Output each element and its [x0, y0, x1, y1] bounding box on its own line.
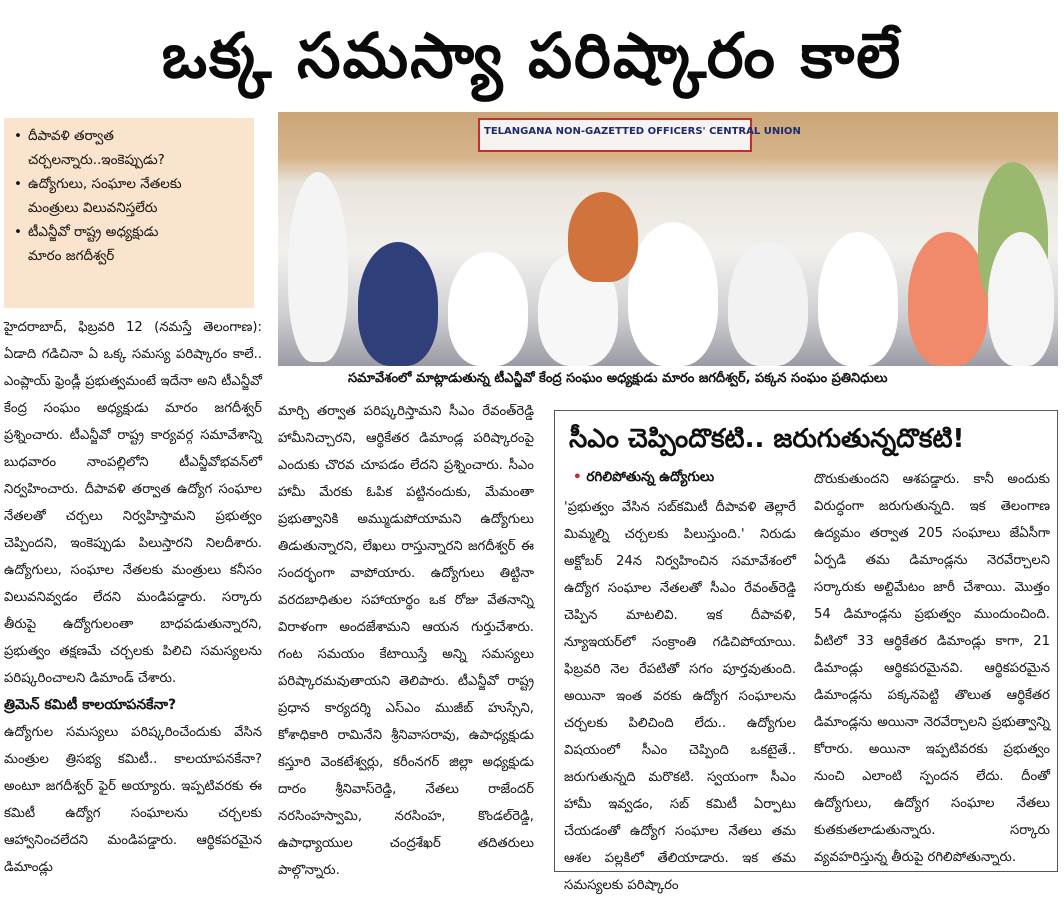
article-column-1 — [4, 314, 262, 881]
subheading: త్రిమెన్ కమిటీ కాలయాపనకేనా? — [4, 697, 177, 713]
union-banner — [478, 118, 801, 152]
person — [288, 172, 348, 362]
person — [448, 252, 528, 366]
bullet-icon: • — [14, 224, 22, 240]
highlight-line: మారం జగదీశ్వర్ — [28, 248, 115, 264]
highlight-item — [14, 220, 244, 268]
bullet-icon: • — [573, 469, 582, 485]
article-column-2 — [278, 398, 534, 884]
photo-caption: సమావేశంలో మాట్లాడుతున్న టీఎన్జీవో కేంద్ర సంఘం అధ్యక్షుడు మారం జగదీశ్వర్, పక్కన సంఘం ప్రతినిధులు — [348, 371, 888, 386]
highlights-box — [4, 118, 254, 308]
person — [728, 242, 808, 366]
headline: ఒక్క సమస్యా పరిష్కారం కాలే — [161, 19, 903, 92]
paragraph: మార్చి తర్వాత పరిష్కరిస్తామని సీఎం రేవంత్‌రెడ్డి హామీనిచ్చారని, ఆర్థికేతర డిమాండ్ల పరిష్కారంపై ఎందుకు చొరవ చూపడం లేదని ప్రశ్నించారు. సీఎం హామీ మేరకు ఓపిక పట్టినందుకు, మేమంతా ప్రభుత్వానికి అమ్ముడుపోయామని ఉద్యోగులు తిడుతున్నారని, లేఖలు రాస్తున్నారని జగదీశ్వర్ ఈ సందర్భంగా వాపోయారు. ఉద్యోగులు తిట్టినా వరదబాధితుల సహాయార్థం ఒక రోజు వేతనాన్ని విరాళంగా అందజేశామని ఆయన గుర్తుచేశారు. గంట సమయం కేటాయిస్తే అన్ని సమస్యలు పరిష్కారమవుతాయని తెలిపారు. టీఎన్జీవో రాష్ట్ర ప్రధాన కార్యదర్శి ఎస్ఎం ముజీబ్ హుస్సేని, కోశాధికారి రామినేని శ్రీనివాసరావు, ఉపాధ్యక్షుడు కస్తూరి వెంకటేశ్వర్లు, కరీంనగర్ జిల్లా అధ్యక్షుడు దారం శ్రీనివాస్‌రెడ్డి, నేతలు రాజేందర్ నరసింహస్వామి, నరసింహ, కొండల్‌రెడ్డి, ఉపాధ్యాయుల చంద్రశేఖర్ తదితరులు పాల్గొన్నారు. — [278, 404, 534, 878]
person — [358, 242, 438, 366]
sidebar-column-2 — [814, 466, 1050, 871]
person — [628, 222, 718, 366]
highlight-line: మంత్రులు విలువనిస్తలేరు — [28, 200, 158, 216]
highlight-line: దీపావళి తర్వాత — [28, 128, 114, 144]
highlight-item — [14, 124, 244, 172]
bullet-icon: • — [14, 176, 22, 192]
highlight-line: చర్చలన్నారు..ఇంకెప్పుడు? — [28, 152, 165, 168]
sidebar-column-1 — [564, 494, 796, 899]
banner-text: TELANGANA NON-GAZETTED OFFICERS' CENTRAL UNION — [484, 126, 801, 137]
highlight-line: ఉద్యోగులు, సంఘాల నేతలకు — [28, 176, 182, 192]
bullet-icon: • — [14, 128, 22, 144]
highlight-item — [14, 172, 244, 220]
paragraph: దొరుకుతుందని ఆశపడ్డారు. కానీ అందుకు విరుద్ధంగా జరుగుతున్నది. ఇక తెలంగాణ ఉద్యమం తర్వాత 205 సంఘాలు జేఏసీగా ఏర్పడి తమ డిమాండ్లను నెరవేర్చాలని సర్కారుకు అల్టిమేటం జారీ చేశాయి. మొత్తం 54 డిమాండ్లను ప్రభుత్వం ముందుంచింది. వీటిలో 33 ఆర్థికేతర డిమాండ్లు కాగా, 21 డిమాండ్లు ఆర్థికపరమైనవి. ఆర్థికపరమైన డిమాండ్లను పక్కనపెట్టి తొలుత ఆర్థికేతర డిమాండ్లను అయినా నెరవేర్చాలని ప్రభుత్వాన్ని కోరారు. అయినా ఇప్పటివరకు ప్రభుత్వం నుంచి ఎలాంటి స్పందన లేదు. దీంతో ఉద్యోగులు, ఉద్యోగ సంఘాల నేతలు కుతకుతలాడుతున్నారు. సర్కారు వ్యవహరిస్తున్న తీరుపై రగిలిపోతున్నారు. — [814, 472, 1050, 865]
highlight-line: టీఎన్జీవో రాష్ట్ర అధ్యక్షుడు — [28, 224, 159, 240]
person — [908, 232, 988, 366]
sidebar-tag-text: రగిలిపోతున్న ఉద్యోగులు — [586, 469, 715, 485]
paragraph: హైదరాబాద్, ఫిబ్రవరి 12 (నమస్తే తెలంగాణ): ఏడాది గడిచినా ఏ ఒక్క సమస్య పరిష్కారం కాలే.. ఎంప్లాయ్ ఫ్రెండ్లీ ప్రభుత్వమంటే ఇదేనా అని టీఎన్జీవో కేంద్ర సంఘం అధ్యక్షుడు మారం జగదీశ్వర్ ప్రశ్నించారు. టీఎన్జీవో రాష్ట్ర కార్యవర్గ సమావేశాన్ని బుధవారం నాంపల్లిలోని టీఎన్జీవోభవన్‌లో నిర్వహించారు. దీపావళి తర్వాత ఉద్యోగ సంఘాల నేతలతో చర్చలు నిర్వహిస్తామని ప్రభుత్వం చెప్పిందని, ఇంకెప్పుడు పిలుస్తారని నిలదీశారు. ఉద్యోగులు, సంఘాల నేతలకు మంత్రులు కనీసం విలువనివ్వడం లేదని మండిపడ్డారు. సర్కారు తీరుపై ఉద్యోగులంతా బాధపడుతున్నారని, ప్రభుత్వం తక్షణమే చర్చలకు పిలిచి సమస్యలను పరిష్కరించాలని డిమాండ్ చేశారు. — [4, 320, 262, 686]
sidebar-title: సీఎం చెప్పిందొకటి.. జరుగుతున్నదొకటి! — [569, 424, 965, 454]
meeting-photo — [278, 112, 1058, 366]
person — [568, 192, 638, 282]
paragraph: ఉద్యోగుల సమస్యలు పరిష్కరించేందుకు వేసిన మంత్రుల త్రిసభ్య కమిటీ.. కాలయాపనకేనా? అంటూ జగదీశ్వర్ ఫైర్ అయ్యారు. ఇప్పటివరకు ఈ కమిటీ ఉద్యోగ సంఘాలను చర్చలకు ఆహ్వానించలేదని మండిపడ్డారు. ఆర్థికపరమైన డిమాండ్లు — [4, 725, 262, 875]
person — [988, 232, 1054, 366]
sidebar-tag — [573, 469, 714, 488]
person — [818, 232, 898, 366]
paragraph: 'ప్రభుత్వం వేసిన సబ్‌కమిటీ దీపావళి తెల్లారే మిమ్మల్ని చర్చలకు పిలుస్తుంది.' నిరుడు అక్టోబర్ 24న నిర్వహించిన సమావేశంలో ఉద్యోగ సంఘాల నేతలతో సీఎం రేవంత్‌రెడ్డి చెప్పిన మాటలివి. ఇక దీపావళి, న్యూఇయర్‌లో సంక్రాంతి గడిచిపోయాయి. ఫిబ్రవరి నెల రేపటితో సగం పూర్తవుతుంది. అయినా ఇంత వరకు ఉద్యోగ సంఘాలను చర్చలకు పిలిచింది లేదు.. ఉద్యోగుల విషయంలో సీఎం చెప్పింది ఒకటైతే.. జరుగుతున్నది మరొకటి. స్వయంగా సీఎం హామీ ఇవ్వడం, సబ్ కమిటీ ఏర్పాటు చేయడంతో ఉద్యోగ సంఘాల నేతలు తమ ఆశల పల్లకిలో తేలియాడారు. ఇక తమ సమస్యలకు పరిష్కారం — [564, 500, 796, 893]
